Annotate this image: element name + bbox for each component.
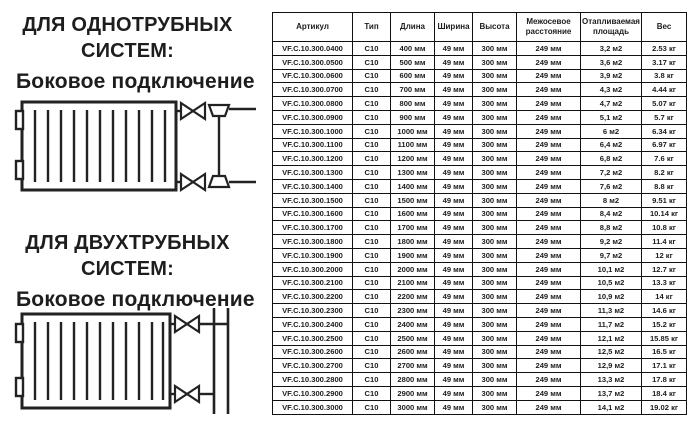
table-cell: C10 [353,152,391,166]
table-cell: 6,4 м2 [581,138,642,152]
table-cell: C10 [353,373,391,387]
table-cell: C10 [353,317,391,331]
table-cell: 700 мм [391,83,435,97]
two-pipe-heading [0,230,255,282]
table-cell: 300 мм [473,124,517,138]
table-cell: 10.14 кг [642,207,687,221]
col-header-heated-area: Отапливаемая площадь [581,13,642,42]
table-cell: 249 мм [517,55,581,69]
tee-fitting-icon [209,176,229,187]
table-cell: C10 [353,138,391,152]
table-cell: 12.7 кг [642,262,687,276]
table-cell: 2.53 кг [642,42,687,56]
table-cell: 249 мм [517,138,581,152]
table-cell: 49 мм [435,317,473,331]
table-cell: 49 мм [435,124,473,138]
table-cell: 9.51 кг [642,193,687,207]
table-cell: 49 мм [435,55,473,69]
table-cell: 249 мм [517,331,581,345]
table-cell: 49 мм [435,373,473,387]
table-cell: 3,2 м2 [581,42,642,56]
table-cell: 5,1 м2 [581,110,642,124]
table-cell: 11.4 кг [642,235,687,249]
table-cell: C10 [353,166,391,180]
table-cell: 300 мм [473,97,517,111]
connection-schemes-panel [0,0,268,421]
table-cell: 500 мм [391,55,435,69]
col-header-length: Длина [391,13,435,42]
table-cell: VF.C.10.300.0800 [273,97,353,111]
table-row [273,152,687,166]
col-header-type: Тип [353,13,391,42]
table-cell: VF.C.10.300.2000 [273,262,353,276]
table-row [273,83,687,97]
table-cell: 49 мм [435,235,473,249]
table-cell: VF.C.10.300.1200 [273,152,353,166]
table-cell: 11,3 м2 [581,304,642,318]
table-row [273,69,687,83]
table-cell: 2600 мм [391,345,435,359]
col-header-weight: Вес [642,13,687,42]
radiator-bracket-bottom [16,161,23,179]
table-cell: 7,2 м2 [581,166,642,180]
table-cell: 249 мм [517,304,581,318]
table-cell: 1400 мм [391,179,435,193]
table-cell: 249 мм [517,152,581,166]
table-row [273,207,687,221]
table-cell: 8.8 кг [642,179,687,193]
table-cell: 2100 мм [391,276,435,290]
table-cell: 300 мм [473,304,517,318]
valve-icon [170,386,199,402]
table-cell: VF.C.10.300.0700 [273,83,353,97]
table-cell: VF.C.10.300.2900 [273,386,353,400]
table-cell: C10 [353,400,391,414]
table-cell: 8,8 м2 [581,221,642,235]
radiator-bracket-top [16,111,23,129]
table-cell: 13,3 м2 [581,373,642,387]
table-cell: 12,5 м2 [581,345,642,359]
table-cell: 300 мм [473,400,517,414]
table-cell: 49 мм [435,193,473,207]
table-cell: 300 мм [473,317,517,331]
table-row [273,317,687,331]
table-cell: 13,7 м2 [581,386,642,400]
table-cell: 300 мм [473,373,517,387]
table-row [273,97,687,111]
table-cell: 10.8 кг [642,221,687,235]
valve-icon [176,174,205,190]
valve-icon [170,316,199,332]
table-cell: 2400 мм [391,317,435,331]
table-cell: 249 мм [517,124,581,138]
table-cell: 2200 мм [391,290,435,304]
table-cell: 8 м2 [581,193,642,207]
table-row [273,276,687,290]
table-cell: 1100 мм [391,138,435,152]
table-cell: C10 [353,290,391,304]
valve-icon [176,103,205,119]
table-cell: 9,7 м2 [581,248,642,262]
table-cell: 49 мм [435,400,473,414]
table-cell: VF.C.10.300.1900 [273,248,353,262]
table-cell: 800 мм [391,97,435,111]
table-cell: 300 мм [473,138,517,152]
table-cell: 6,8 м2 [581,152,642,166]
single-pipe-subtitle: Боковое подключение [16,70,255,93]
table-row [273,221,687,235]
table-cell: C10 [353,110,391,124]
table-cell: C10 [353,42,391,56]
table-cell: 300 мм [473,331,517,345]
table-cell: 300 мм [473,207,517,221]
table-cell: 900 мм [391,110,435,124]
table-cell: 249 мм [517,373,581,387]
table-row [273,179,687,193]
table-row [273,193,687,207]
table-cell: 49 мм [435,166,473,180]
table-cell: 49 мм [435,83,473,97]
table-cell: 249 мм [517,69,581,83]
table-cell: 49 мм [435,276,473,290]
table-cell: 49 мм [435,221,473,235]
table-cell: 249 мм [517,317,581,331]
table-cell: 1800 мм [391,235,435,249]
table-cell: 49 мм [435,152,473,166]
table-cell: 300 мм [473,55,517,69]
table-cell: 3.17 кг [642,55,687,69]
table-cell: 249 мм [517,110,581,124]
table-cell: 4.44 кг [642,83,687,97]
table-cell: 1600 мм [391,207,435,221]
table-cell: 1000 мм [391,124,435,138]
table-cell: 8,4 м2 [581,207,642,221]
table-cell: 300 мм [473,110,517,124]
table-cell: 19.02 кг [642,400,687,414]
table-cell: 12,9 м2 [581,359,642,373]
single-pipe-heading-line1: ДЛЯ ОДНОТРУБНЫХ [22,14,233,36]
table-cell: VF.C.10.300.1300 [273,166,353,180]
table-cell: 15.85 кг [642,331,687,345]
table-row [273,124,687,138]
table-row [273,110,687,124]
table-cell: 1300 мм [391,166,435,180]
table-cell: 300 мм [473,290,517,304]
table-cell: C10 [353,386,391,400]
table-cell: 49 мм [435,359,473,373]
table-cell: 8.2 кг [642,166,687,180]
table-cell: 10,1 м2 [581,262,642,276]
table-cell: 300 мм [473,152,517,166]
table-cell: VF.C.10.300.1800 [273,235,353,249]
table-cell: 300 мм [473,193,517,207]
single-pipe-connection-diagram [8,98,260,196]
table-cell: 49 мм [435,42,473,56]
radiator-bracket-top [16,324,23,342]
table-cell: 49 мм [435,262,473,276]
table-cell: 2500 мм [391,331,435,345]
table-cell: VF.C.10.300.2600 [273,345,353,359]
table-cell: 300 мм [473,221,517,235]
table-cell: 15.2 кг [642,317,687,331]
table-cell: 49 мм [435,69,473,83]
table-cell: VF.C.10.300.2500 [273,331,353,345]
tee-fitting-icon [209,105,229,116]
table-cell: 49 мм [435,290,473,304]
table-cell: VF.C.10.300.2400 [273,317,353,331]
table-cell: VF.C.10.300.1600 [273,207,353,221]
table-cell: 249 мм [517,193,581,207]
table-cell: 49 мм [435,248,473,262]
table-row [273,345,687,359]
table-cell: 49 мм [435,207,473,221]
col-header-width: Ширина [435,13,473,42]
table-cell: 49 мм [435,386,473,400]
table-cell: VF.C.10.300.0900 [273,110,353,124]
table-cell: VF.C.10.300.1000 [273,124,353,138]
table-header-row [273,13,687,42]
table-cell: 49 мм [435,179,473,193]
table-row [273,138,687,152]
table-cell: C10 [353,193,391,207]
table-cell: VF.C.10.300.2200 [273,290,353,304]
table-cell: 249 мм [517,207,581,221]
two-pipe-connection-diagram [8,306,260,418]
table-cell: VF.C.10.300.2800 [273,373,353,387]
table-cell: C10 [353,97,391,111]
table-cell: VF.C.10.300.0600 [273,69,353,83]
table-cell: 300 мм [473,166,517,180]
col-header-axial-distance: Межосевое расстояние [517,13,581,42]
table-cell: 49 мм [435,110,473,124]
table-cell: 14 кг [642,290,687,304]
table-cell: 49 мм [435,97,473,111]
table-cell: 3000 мм [391,400,435,414]
table-cell: 2000 мм [391,262,435,276]
table-row [273,166,687,180]
table-cell: 3,9 м2 [581,69,642,83]
two-pipe-heading-line2: СИСТЕМ: [80,258,175,280]
table-cell: 300 мм [473,276,517,290]
table-cell: C10 [353,248,391,262]
table-cell: 49 мм [435,345,473,359]
two-pipe-subtitle: Боковое подключение [16,288,255,311]
table-cell: 9,2 м2 [581,235,642,249]
table-cell: 249 мм [517,97,581,111]
table-cell: VF.C.10.300.1500 [273,193,353,207]
table-cell: 6.34 кг [642,124,687,138]
radiator-bracket-bottom [16,378,23,396]
table-cell: VF.C.10.300.1700 [273,221,353,235]
table-cell: C10 [353,207,391,221]
table-cell: 400 мм [391,42,435,56]
table-row [273,42,687,56]
table-row [273,373,687,387]
table-cell: 3.8 кг [642,69,687,83]
table-cell: C10 [353,221,391,235]
table-cell: 5.07 кг [642,97,687,111]
table-cell: 249 мм [517,179,581,193]
table-cell: 249 мм [517,276,581,290]
table-cell: 49 мм [435,138,473,152]
table-cell: 49 мм [435,331,473,345]
table-cell: 1700 мм [391,221,435,235]
table-cell: 249 мм [517,166,581,180]
table-cell: 300 мм [473,345,517,359]
table-cell: 249 мм [517,83,581,97]
table-cell: VF.C.10.300.1400 [273,179,353,193]
table-cell: 300 мм [473,248,517,262]
col-header-article: Артикул [273,13,353,42]
table-cell: 249 мм [517,386,581,400]
table-row [273,235,687,249]
table-row [273,248,687,262]
table-cell: VF.C.10.300.0400 [273,42,353,56]
table-cell: C10 [353,235,391,249]
table-cell: 249 мм [517,290,581,304]
table-cell: 249 мм [517,235,581,249]
table-cell: 300 мм [473,235,517,249]
table-cell: 12 кг [642,248,687,262]
radiator-body [22,314,170,408]
table-row [273,386,687,400]
table-cell: 4,7 м2 [581,97,642,111]
table-cell: 13.3 кг [642,276,687,290]
table-cell: 600 мм [391,69,435,83]
table-cell: VF.C.10.300.1100 [273,138,353,152]
table-cell: 12,1 м2 [581,331,642,345]
table-cell: 2700 мм [391,359,435,373]
table-cell: 2800 мм [391,373,435,387]
table-cell: 5.7 кг [642,110,687,124]
table-cell: 300 мм [473,262,517,276]
table-row [273,262,687,276]
table-cell: 2300 мм [391,304,435,318]
table-cell: 6 м2 [581,124,642,138]
table-cell: 17.8 кг [642,373,687,387]
table-cell: 16.5 кг [642,345,687,359]
table-cell: 249 мм [517,400,581,414]
table-cell: C10 [353,304,391,318]
table-cell: 300 мм [473,83,517,97]
table-cell: 18.4 кг [642,386,687,400]
table-cell: C10 [353,262,391,276]
table-cell: 14.6 кг [642,304,687,318]
table-cell: C10 [353,55,391,69]
col-header-height: Высота [473,13,517,42]
table-cell: 6.97 кг [642,138,687,152]
table-cell: 249 мм [517,345,581,359]
table-row [273,304,687,318]
table-row [273,55,687,69]
spec-table-body [273,42,687,415]
table-cell: 7.6 кг [642,152,687,166]
table-cell: 14,1 м2 [581,400,642,414]
table-cell: 300 мм [473,179,517,193]
table-cell: 2900 мм [391,386,435,400]
single-pipe-heading [0,12,255,64]
table-cell: 1500 мм [391,193,435,207]
single-pipe-heading-line2: СИСТЕМ: [80,40,175,62]
table-cell: 17.1 кг [642,359,687,373]
table-cell: C10 [353,331,391,345]
table-cell: 49 мм [435,304,473,318]
table-cell: C10 [353,124,391,138]
table-cell: 249 мм [517,42,581,56]
table-cell: 11,7 м2 [581,317,642,331]
table-cell: 10,5 м2 [581,276,642,290]
table-row [273,331,687,345]
table-cell: C10 [353,359,391,373]
table-cell: 249 мм [517,248,581,262]
table-cell: 3,6 м2 [581,55,642,69]
table-cell: C10 [353,83,391,97]
two-pipe-heading-line1: ДЛЯ ДВУХТРУБНЫХ [25,232,230,254]
table-cell: 4,3 м2 [581,83,642,97]
table-cell: 249 мм [517,262,581,276]
table-cell: 1200 мм [391,152,435,166]
table-row [273,359,687,373]
table-cell: 7,6 м2 [581,179,642,193]
table-cell: VF.C.10.300.2300 [273,304,353,318]
table-cell: C10 [353,69,391,83]
table-cell: 1900 мм [391,248,435,262]
table-cell: C10 [353,179,391,193]
table-cell: 10,9 м2 [581,290,642,304]
table-cell: C10 [353,276,391,290]
table-cell: VF.C.10.300.2700 [273,359,353,373]
table-cell: C10 [353,345,391,359]
table-cell: 300 мм [473,42,517,56]
table-row [273,290,687,304]
table-cell: 249 мм [517,359,581,373]
table-cell: VF.C.10.300.3000 [273,400,353,414]
table-cell: 300 мм [473,69,517,83]
table-cell: 300 мм [473,386,517,400]
table-cell: 249 мм [517,221,581,235]
table-cell: VF.C.10.300.0500 [273,55,353,69]
table-cell: VF.C.10.300.2100 [273,276,353,290]
table-row [273,400,687,414]
table-cell: 300 мм [473,359,517,373]
radiator-spec-table [272,12,687,415]
